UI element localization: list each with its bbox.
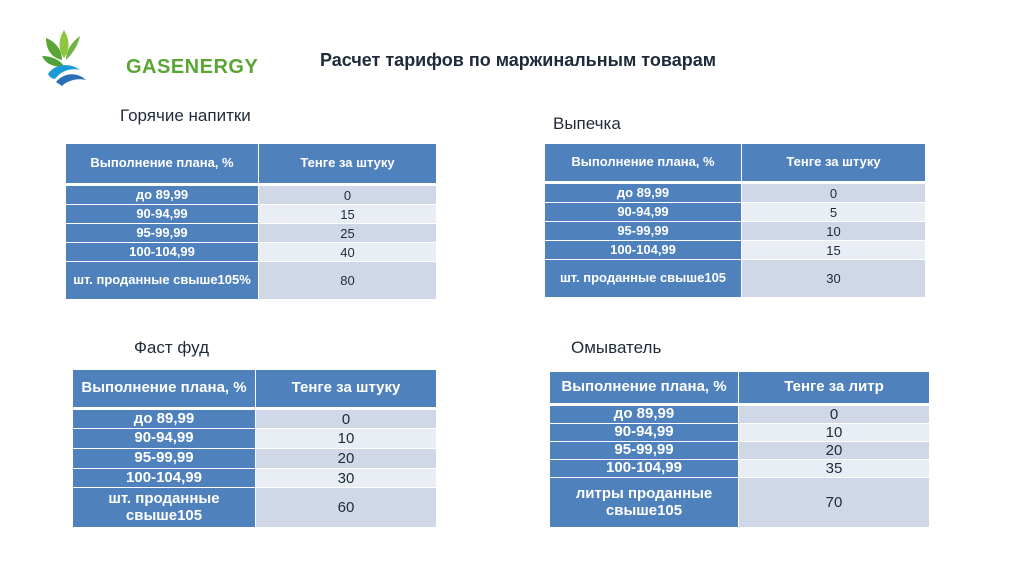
row-value: 10 xyxy=(256,429,436,449)
gasenergy-logo xyxy=(36,26,259,90)
row-value: 10 xyxy=(739,424,929,442)
row-value: 40 xyxy=(259,243,436,262)
page-title: Расчет тарифов по маржинальным товарам xyxy=(320,50,717,70)
table-row xyxy=(545,260,925,298)
row-range: до 89,99 xyxy=(545,184,742,203)
table-row xyxy=(73,449,436,469)
table-row xyxy=(66,224,436,243)
row-range: литры проданные свыше105 xyxy=(550,478,739,528)
brand-name: GASENERGY xyxy=(126,56,259,78)
table-hot-drinks xyxy=(66,144,436,300)
row-value: 25 xyxy=(259,224,436,243)
table-row xyxy=(545,241,925,260)
row-value: 0 xyxy=(739,406,929,424)
row-range: до 89,99 xyxy=(66,186,259,205)
table-row xyxy=(545,184,925,203)
row-range: до 89,99 xyxy=(550,406,739,424)
table-row xyxy=(73,469,436,488)
row-range: 100-104,99 xyxy=(66,243,259,262)
section-label-bakery: Выпечка xyxy=(553,114,621,133)
row-value: 0 xyxy=(259,186,436,205)
table-row xyxy=(66,243,436,262)
column-header-rate: Тенге за литр xyxy=(739,372,929,406)
column-header-plan: Выполнение плана, % xyxy=(550,372,739,406)
column-header-plan: Выполнение плана, % xyxy=(66,144,259,186)
table-row xyxy=(66,262,436,300)
row-value: 60 xyxy=(256,488,436,528)
table-bakery xyxy=(545,144,925,298)
row-value: 30 xyxy=(742,260,925,298)
row-value: 5 xyxy=(742,203,925,222)
table-row xyxy=(66,205,436,224)
section-label-fast-food: Фаст фуд xyxy=(134,338,210,357)
row-range: 95-99,99 xyxy=(545,222,742,241)
table-row xyxy=(550,478,929,528)
row-value: 15 xyxy=(742,241,925,260)
table-fast-food xyxy=(73,370,436,528)
row-range: шт. проданные свыше105 xyxy=(545,260,742,298)
column-header-rate: Тенге за штуку xyxy=(259,144,436,186)
row-value: 30 xyxy=(256,469,436,488)
column-header-rate: Тенге за штуку xyxy=(256,370,436,410)
row-value: 0 xyxy=(256,410,436,429)
table-row xyxy=(73,488,436,528)
row-range: 100-104,99 xyxy=(550,460,739,478)
row-range: 95-99,99 xyxy=(73,449,256,469)
row-value: 15 xyxy=(259,205,436,224)
table-row xyxy=(66,186,436,205)
row-range: 95-99,99 xyxy=(550,442,739,460)
row-value: 10 xyxy=(742,222,925,241)
row-range: 90-94,99 xyxy=(550,424,739,442)
table-row xyxy=(545,203,925,222)
column-header-rate: Тенге за штуку xyxy=(742,144,925,184)
row-range: 100-104,99 xyxy=(545,241,742,260)
section-label-hot-drinks: Горячие напитки xyxy=(120,106,251,125)
table-washer-fluid xyxy=(550,372,929,528)
row-value: 0 xyxy=(742,184,925,203)
table-row xyxy=(550,406,929,424)
leaf-logo-icon xyxy=(36,26,96,90)
row-value: 35 xyxy=(739,460,929,478)
row-value: 70 xyxy=(739,478,929,528)
row-range: 90-94,99 xyxy=(73,429,256,449)
row-range: 90-94,99 xyxy=(545,203,742,222)
column-header-plan: Выполнение плана, % xyxy=(73,370,256,410)
row-range: шт. проданные свыше105% xyxy=(66,262,259,300)
table-row xyxy=(550,460,929,478)
table-row xyxy=(73,429,436,449)
table-row xyxy=(550,424,929,442)
row-range: шт. проданные свыше105 xyxy=(73,488,256,528)
section-label-washer-fluid: Омыватель xyxy=(571,338,662,357)
table-row xyxy=(550,442,929,460)
row-value: 20 xyxy=(256,449,436,469)
row-range: 100-104,99 xyxy=(73,469,256,488)
row-range: до 89,99 xyxy=(73,410,256,429)
row-value: 20 xyxy=(739,442,929,460)
row-range: 90-94,99 xyxy=(66,205,259,224)
table-row xyxy=(545,222,925,241)
row-range: 95-99,99 xyxy=(66,224,259,243)
column-header-plan: Выполнение плана, % xyxy=(545,144,742,184)
row-value: 80 xyxy=(259,262,436,300)
table-row xyxy=(73,410,436,429)
